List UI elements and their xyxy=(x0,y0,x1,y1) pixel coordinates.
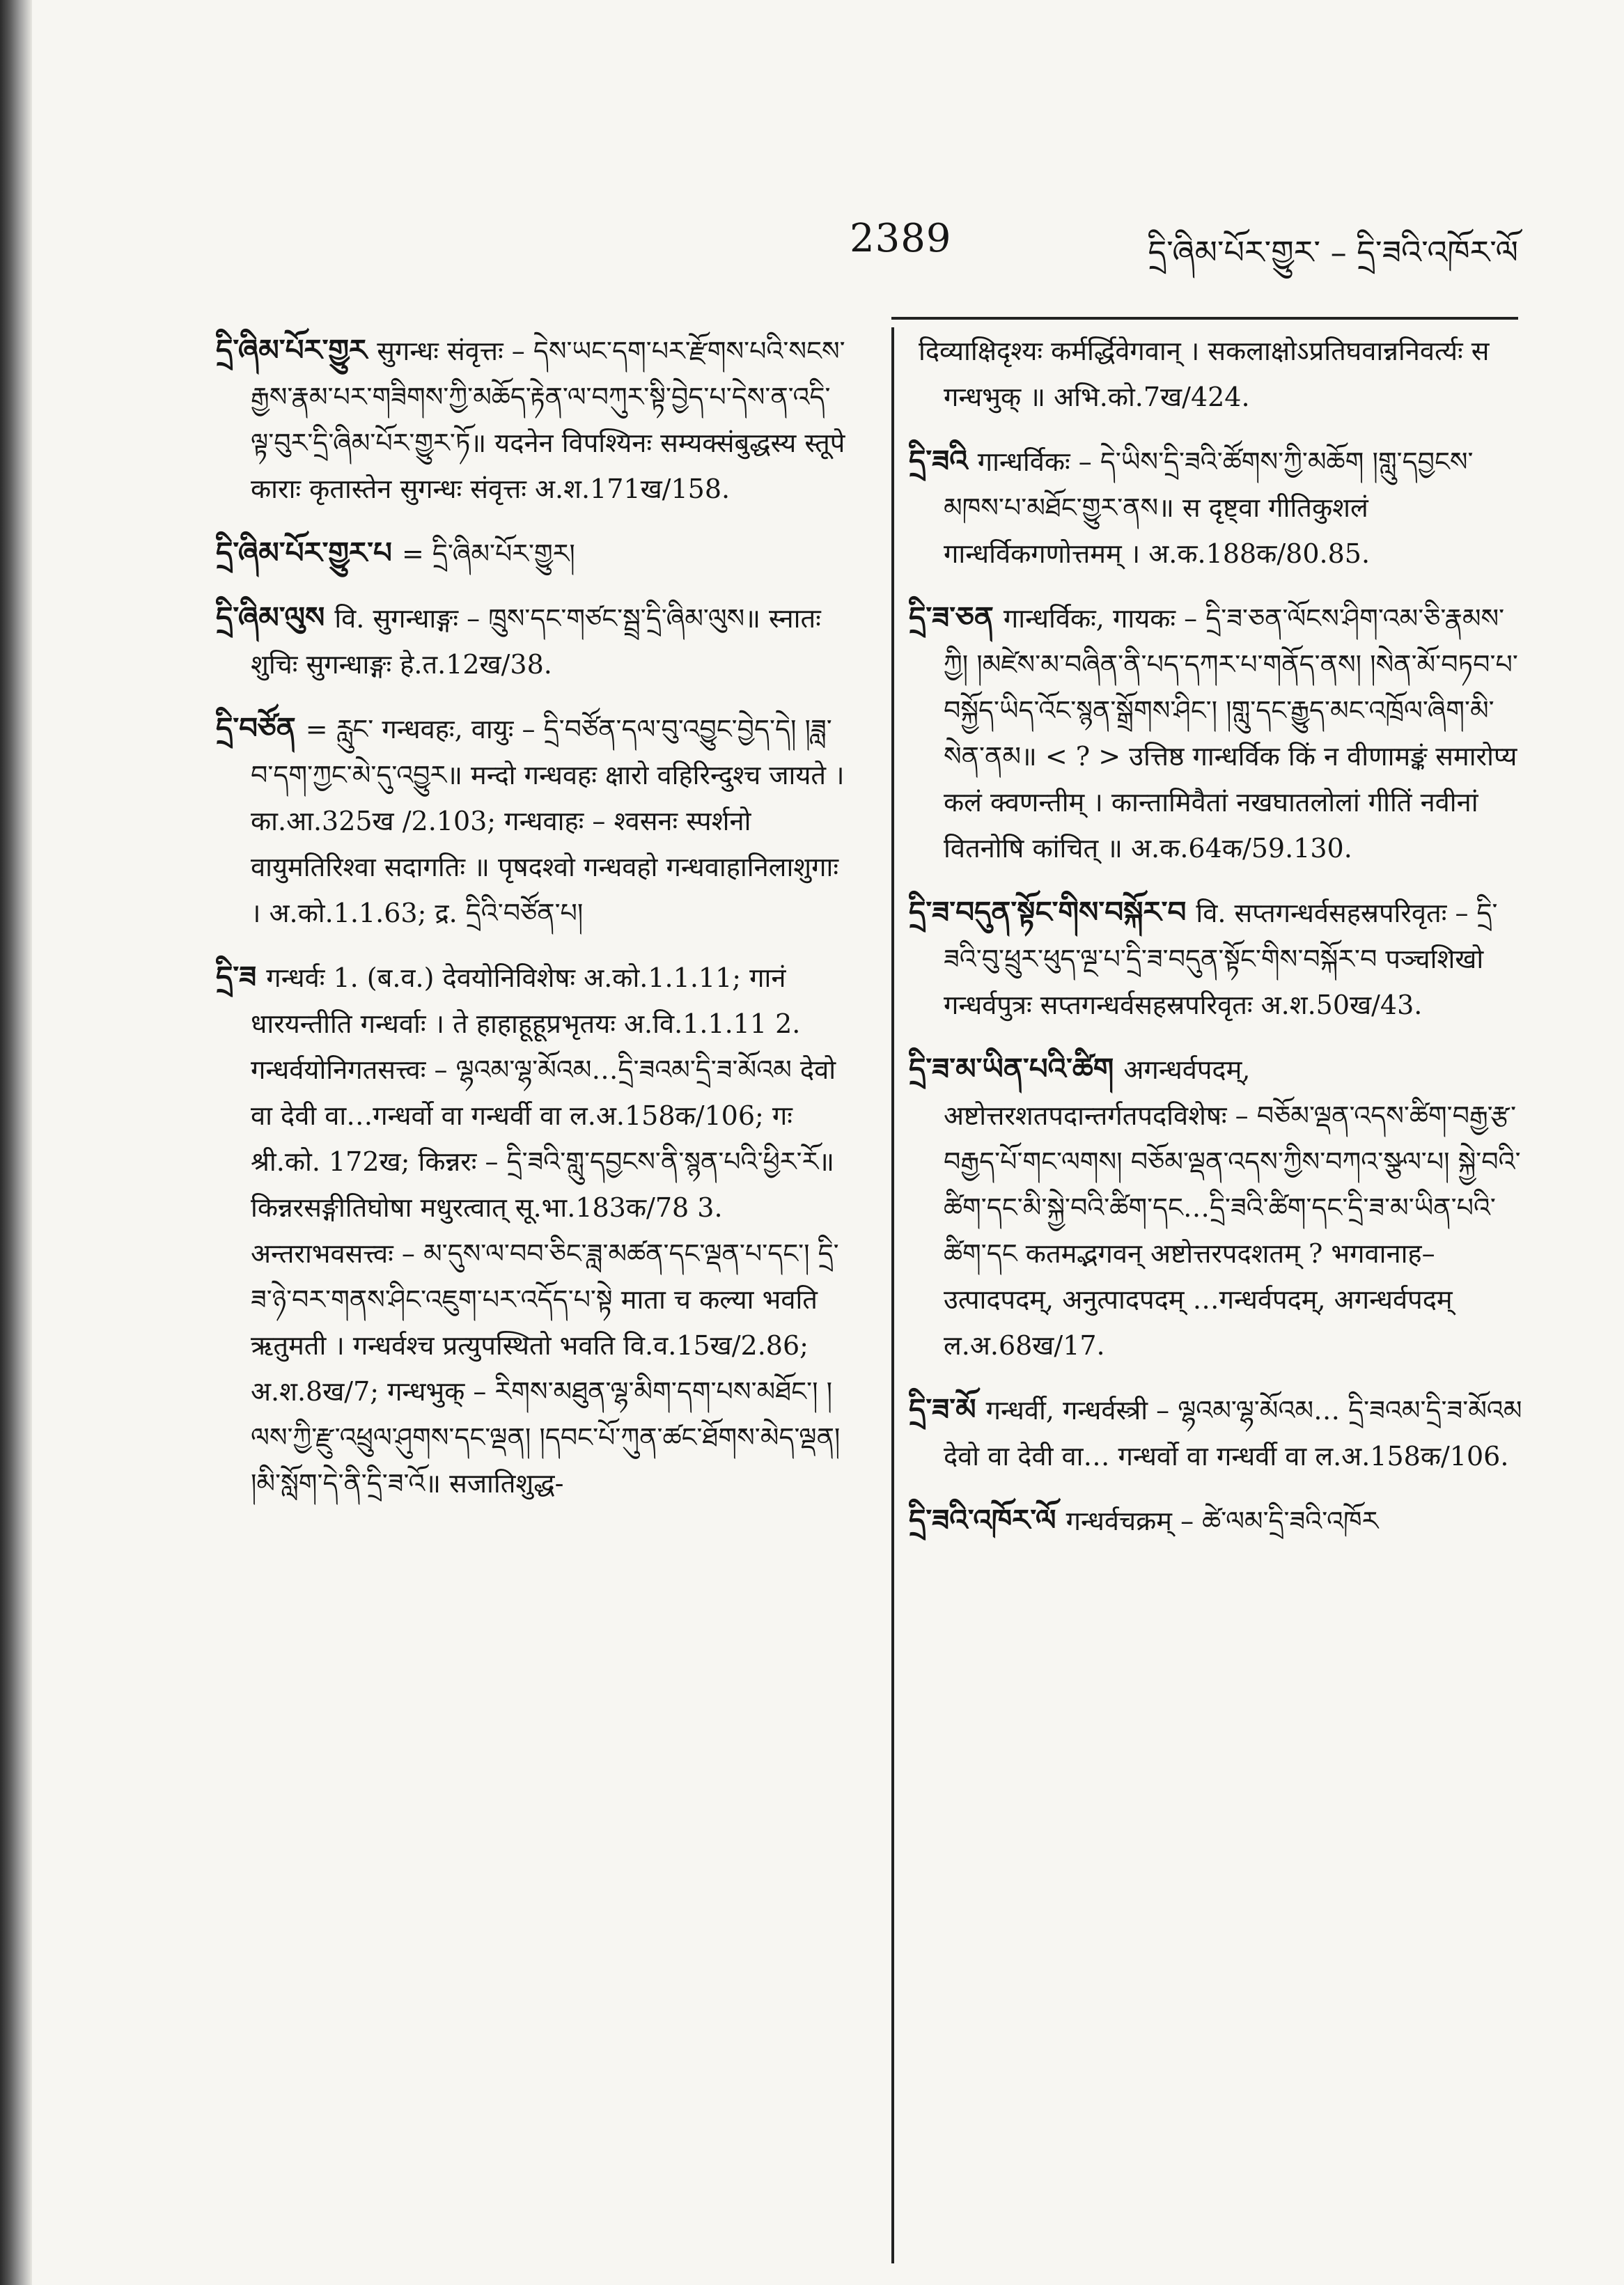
header-rule xyxy=(891,317,1518,320)
entry-headword: དྲི་ཞིམ་ལུས xyxy=(216,600,325,634)
dictionary-entry xyxy=(216,327,850,512)
entry-body: अगन्धर्वपदम्, अष्टोत्तरशतपदान्तर्गतपदविशेषः – བཅོམ་ལྡན་འདས་ཚིག་བརྒྱ་རྩ་བརྒྱད་པོ་གང་ལགས། བཅོམ་ལྡན་འདས་ཀྱིས་བཀའ་སྩལ་པ། སྐྱེ་བའི་ཚིག་དང་མི་སྐྱེ་བའི་ཚིག་དང…དྲི་ཟའི་ཚིག་དང་དྲི་ཟ་མ་ཡིན་པའི་ཚིག་དང कतमद्भगवन् अष्टोत्तरपदशतम् ? भगवानाह–उत्पादपदम्, अनुत्पादपदम् …गन्धर्वपदम्, अगन्धर्वपदम् ल.अ.68ख/17. xyxy=(944,1054,1521,1361)
entry-headword: དྲི་ཟ xyxy=(216,960,257,994)
dictionary-entry xyxy=(909,1387,1529,1479)
dictionary-entry xyxy=(216,530,850,577)
dictionary-entry xyxy=(909,889,1529,1028)
dictionary-entry xyxy=(216,954,850,1506)
entry-body: दिव्याक्षिदृश्यः कर्मर्द्धिवेगवान् । सकलाक्षोऽप्रतिघवान्ननिवर्त्यः स गन्धभुक् ॥ अभि.को.7ख/424. xyxy=(919,336,1490,412)
entry-headword: དྲི་ཞིམ་པོར་གྱུར་པ xyxy=(216,536,392,570)
entry-body: वि. सप्तगन्धर्वसहस्रपरिवृतः – དྲི་ཟའི་བུ་ཕྲུར་ཕུད་ལྔ་པ་དྲི་ཟ་བདུན་སྟོང་གིས་བསྐོར་བ पञ्चशिखो गन्धर्वपुत्रः सप्तगन्धर्वसहस्रपरिवृतः अ.श.50ख/43. xyxy=(944,898,1498,1020)
entry-body: वि. सुगन्धाङ्गः – ཁྲུས་དང་གཙང་སྦྲ་དྲི་ཞིམ་ལུས॥ स्नातः शुचिः सुगन्धाङ्गः हे.त.12ख/38. xyxy=(251,603,821,680)
entry-body: सुगन्धः संवृत्तः – དེས་ཡང་དག་པར་རྫོགས་པའི་སངས་རྒྱས་རྣམ་པར་གཟིགས་ཀྱི་མཆོད་རྟེན་ལ་བཀུར་སྟི་བྱེད་པ་དེས་ན་འདི་ལྟ་བུར་དྲི་ཞིམ་པོར་གྱུར་ཏོ॥ यदनेन विपश्यिनः सम्यक्संबुद्धस्य स्तूपे काराः कृतास्तेन सुगन्धः संवृत्तः अ.श.171ख/158. xyxy=(251,336,845,504)
entry-headword: དྲི་ཟ་མོ xyxy=(909,1392,976,1426)
page-number: 2389 xyxy=(850,216,952,261)
entry-body: गन्धर्वचक्रम् – ཚེ་ལམ་དྲི་ཟའི་འཁོར xyxy=(1065,1506,1379,1536)
dictionary-entry xyxy=(909,1497,1529,1544)
entry-body: गान्धर्विकः – དེ་ཡིས་དྲི་ཟའི་ཚོགས་ཀྱི་མཆོག །གླུ་དབྱངས་མཁས་པ་མཐོང་གྱུར་ནས॥ स दृष्ट्वा गीतिकुशलं गान्धर्विकगणोत्तमम् । अ.क.188क/80.85. xyxy=(944,446,1474,569)
dictionary-entry xyxy=(909,1046,1529,1368)
entry-headword: དྲི་ཟ་ཅན xyxy=(909,600,994,634)
dictionary-entry xyxy=(909,438,1529,577)
left-column xyxy=(216,327,850,2263)
dictionary-entry xyxy=(909,595,1529,871)
entry-body: गान्धर्विकः, गायकः – དྲི་ཟ་ཅན་ལོངས་ཤིག་འམ་ཅི་རྣམས་ཀྱི། །མཛེས་མ་བཞིན་ནི་པད་དཀར་པ་གནོད་ནས། །སེན་མོ་བཏབ་པ་བསྐྱོད་ཡིད་འོང་སྙན་སྒྲོགས་ཤིང་། །གླུ་དང་རྒྱུད་མང་འཁྲོལ་ཞིག་མི་སེན་ནམ॥ < ? > उत्तिष्ठ गान्धर्विक किं न वीणामङ्कं समारोप्य कलं क्वणन्तीम् । कान्तामिवैतां नखघातलोलां गीतिं नवीनां वितनोषि कांचित् ॥ अ.क.64क/59.130. xyxy=(944,603,1518,864)
binding-edge xyxy=(0,0,32,2285)
column-divider xyxy=(891,327,894,2263)
running-head: དྲི་ཞིམ་པོར་གྱུར་ – དྲི་ཟའི་འཁོར་ལོ xyxy=(1148,233,1518,271)
entry-headword: དྲི་ཟ་བདུན་སྟོང་གིས་བསྐོར་བ xyxy=(909,895,1187,929)
dictionary-entry xyxy=(216,595,850,687)
entry-headword: དྲི་ཞིམ་པོར་གྱུར xyxy=(216,333,368,367)
entry-headword: དྲི་ཟའི xyxy=(909,444,968,478)
entry-body: = རླུང་ गन्धवहः, वायुः – དྲི་བཙོན་དལ་བུ་འབྱུང་བྱེད་དེ། །ཟླ་བ་དག་ཀྱང་མེ་དུ་འབྱུར॥ मन्दो गन्धवहः क्षारो वहिरिन्दुश्च जायते । का.आ.325ख /2.103; गन्धवाहः – श्वसनः स्पर्शनो वायुमतिरिश्वा सदागतिः ॥ पृषदश्वो गन्धवहो गन्धवाहानिलाशुगाः । अ.को.1.1.63; द्र. དྲིའི་བཙོན་པ། xyxy=(251,714,845,928)
entry-headword: དྲི་ཟའི་འཁོར་ལོ xyxy=(909,1503,1056,1537)
entry-headword: དྲི་ཟ་མ་ཡིན་པའི་ཚིག xyxy=(909,1052,1114,1086)
entry-headword: དྲི་བཙོན xyxy=(216,711,296,745)
dictionary-entry-continuation xyxy=(909,327,1529,420)
entry-body: गन्धर्वी, गन्धर्वस्त्री – ལྷའམ་ལྷ་མོའམ… དྲི་ཟའམ་དྲི་ཟ་མོའམ देवो वा देवी वा… गन्धर्वो वा गन्धर्वी वा ल.अ.158क/106. xyxy=(944,1395,1522,1472)
dictionary-entry xyxy=(216,705,850,936)
page-header xyxy=(223,202,1518,286)
entry-body: = དྲི་ཞིམ་པོར་གྱུར། xyxy=(401,538,575,569)
right-column xyxy=(909,327,1529,2263)
entry-body: गन्धर्वः 1. (ब.व.) देवयोनिविशेषः अ.को.1.1.11; गानं धारयन्तीति गन्धर्वाः । ते हाहाहूहूप्रभृतयः अ.वि.1.1.11 2. गन्धर्वयोनिगतसत्त्वः – ལྷའམ་ལྷ་མོའམ…དྲི་ཟའམ་དྲི་ཟ་མོའམ देवो वा देवी वा…गन्धर्वो वा गन्धर्वी वा ल.अ.158क/106; गः श्री.को. 172ख; किन्नरः – དྲི་ཟའི་གླུ་དབྱངས་ནི་སྙན་པའི་ཕྱིར་རོ॥ किन्नरसङ्गीतिघोषा मधुरत्वात् सू.भा.183क/78 3. अन्तराभवसत्त्वः – མ་དུས་ལ་བབ་ཅིང་ཟླ་མཚན་དང་ལྡན་པ་དང་། དྲི་ཟ་ཉེ་བར་གནས་ཤིང་འཇུག་པར་འདོད་པ་སྟེ माता च कल्या भवति ऋतुमती । गन्धर्वश्च प्रत्युपस्थितो भवति वि.व.15ख/2.86; अ.श.8ख/7; गन्धभुक् – རིགས་མཐུན་ལྷ་མིག་དག་པས་མཐོང་། །ལས་ཀྱི་རྫུ་འཕྲུལ་ཤུགས་དང་ལྡན། །དབང་པོ་ཀུན་ཚང་ཐོགས་མེད་ལྡན། །མི་སློག་དེ་ནི་དྲི་ཟ་འོ॥ सजातिशुद्ध- xyxy=(251,962,841,1499)
